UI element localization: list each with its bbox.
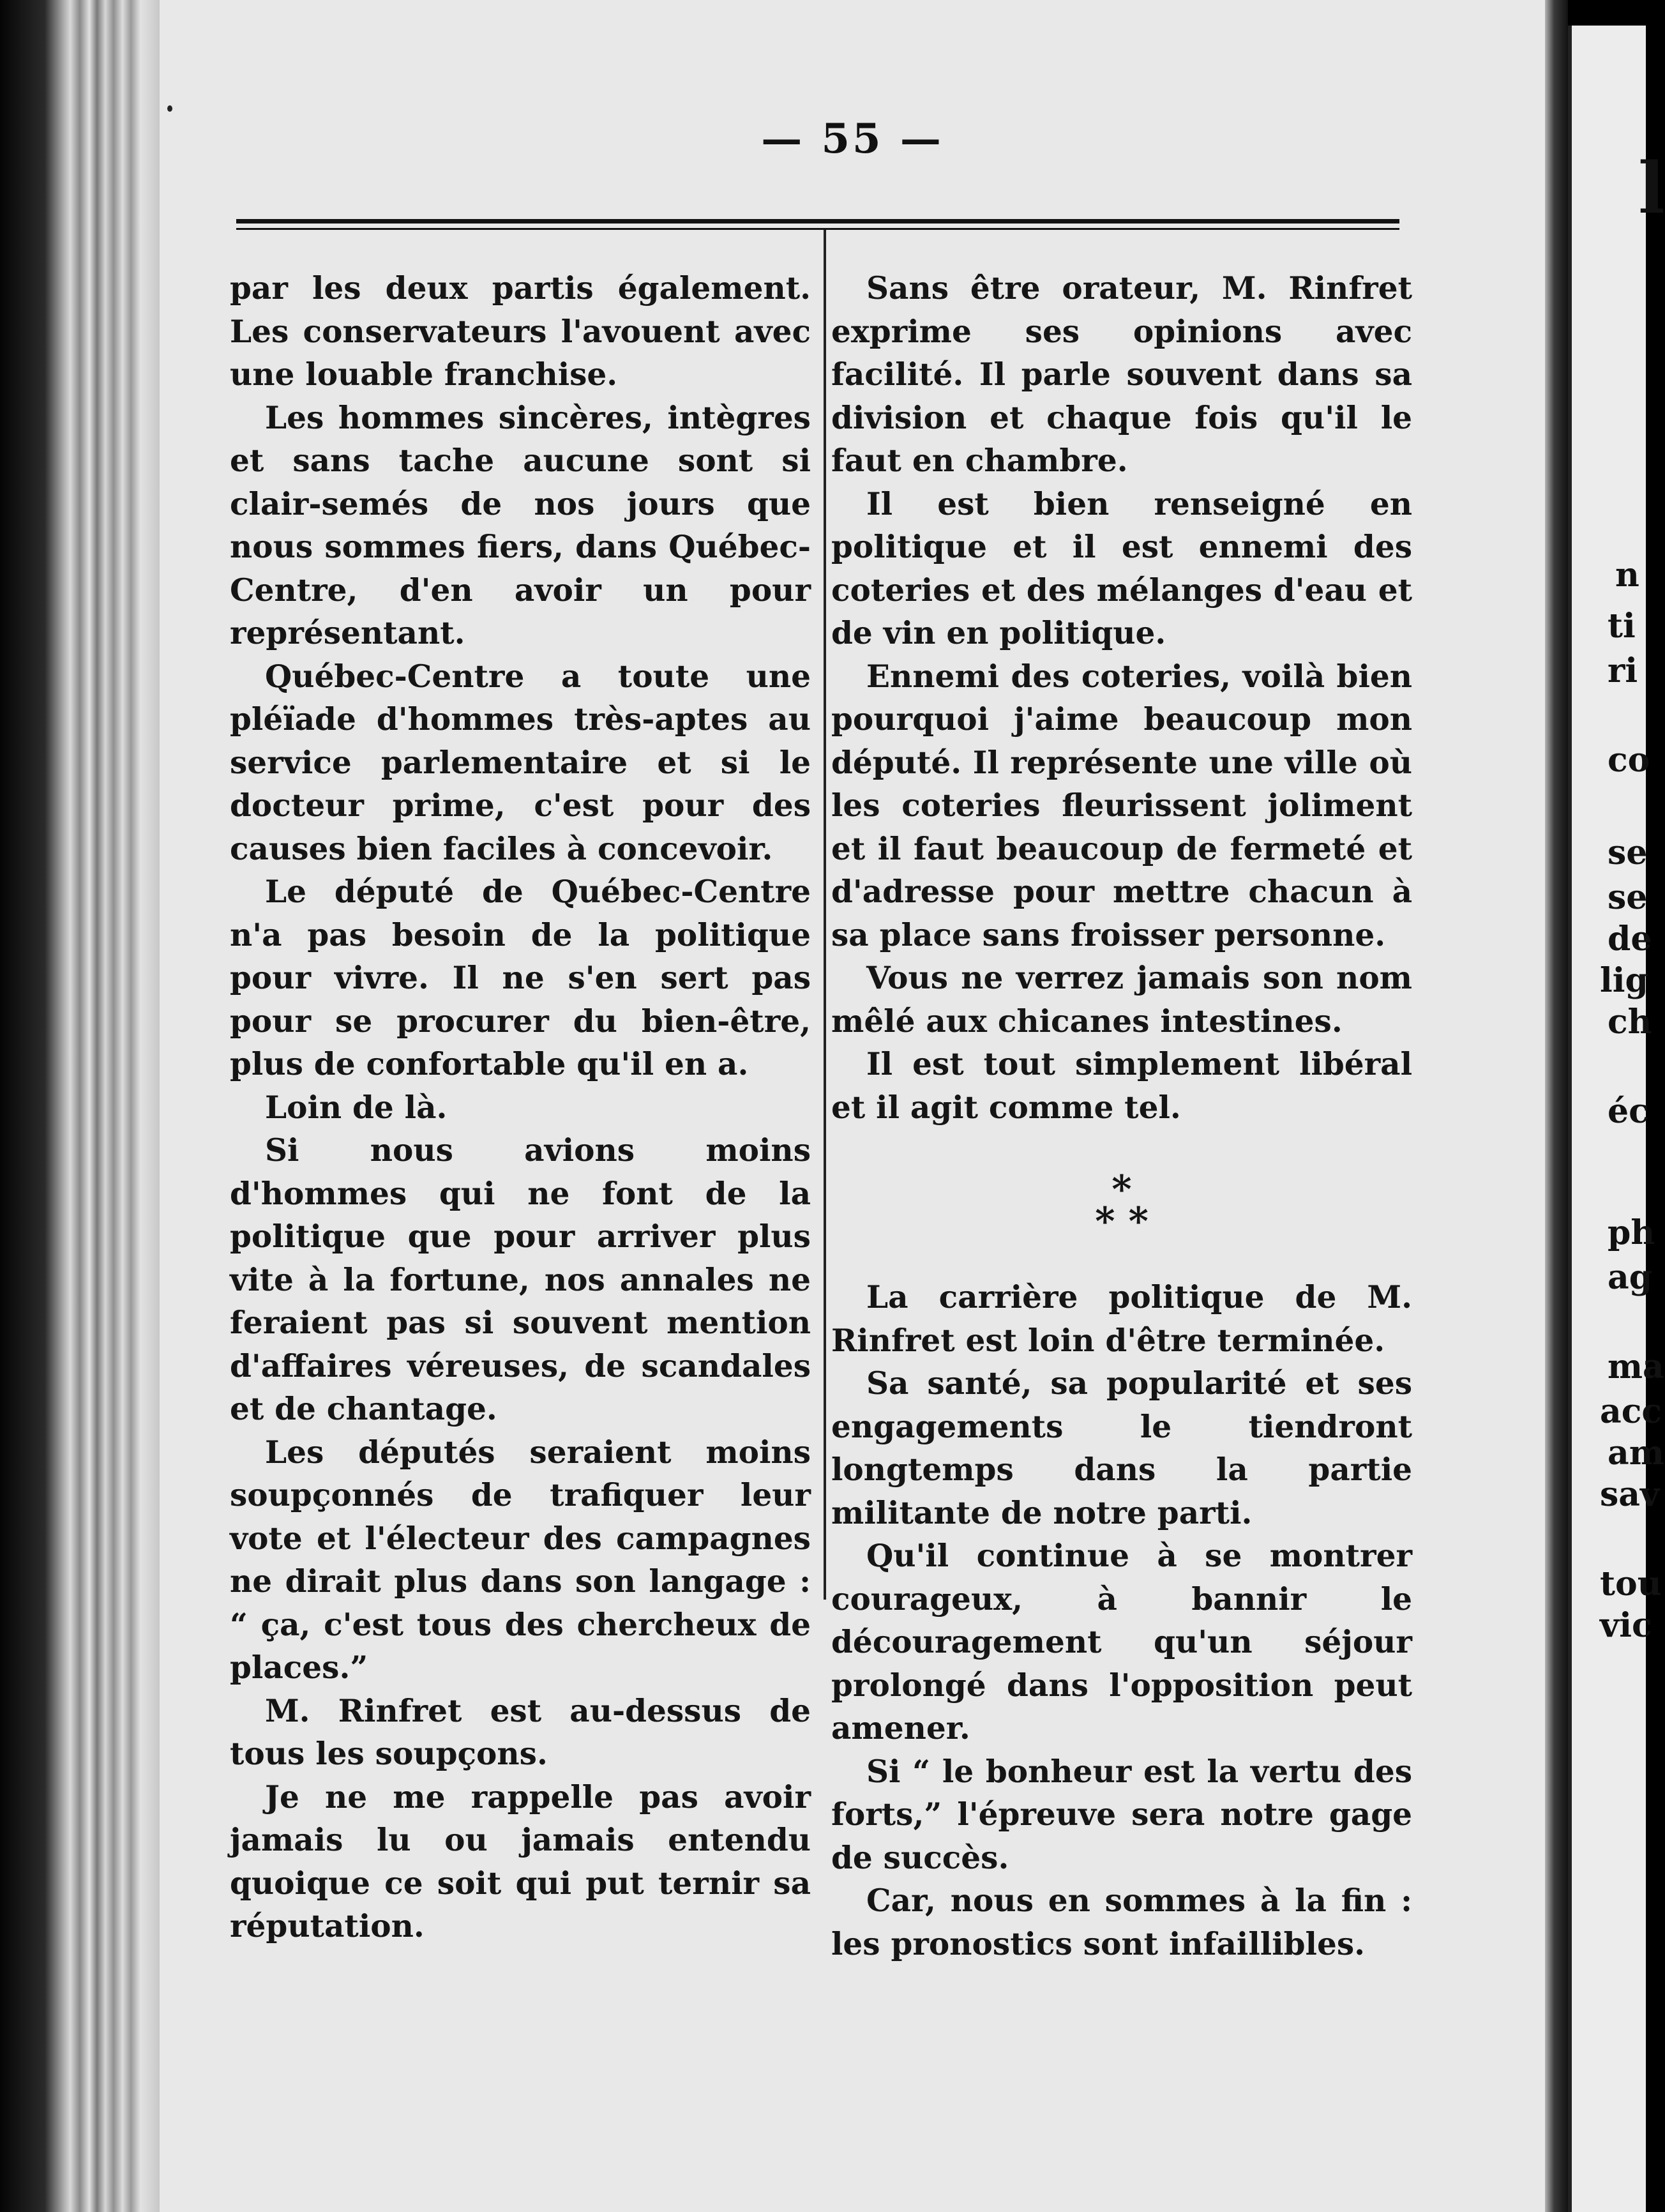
paragraph: Car, nous en sommes à la fin : les pronostics sont infaillibles.: [831, 1882, 1412, 1962]
right-column-top: [831, 267, 1412, 1129]
left-column: [230, 267, 811, 1948]
paragraph: Loin de là.: [265, 1089, 448, 1126]
asterism-bottom: * *: [1095, 1199, 1149, 1244]
facing-page-fragment: ch: [1608, 1003, 1652, 1042]
facing-page-fragment: acc: [1600, 1392, 1662, 1431]
facing-page-fragment: ag: [1608, 1258, 1653, 1297]
paragraph: Il est bien renseigné en politique et il est ennemi des coteries et des mélanges d'eau et de vin en politique.: [831, 485, 1412, 651]
paragraph: Qu'il continue à se montrer courageux, à bannir le découragement qu'un séjour prolongé dans l'opposition peut amener.: [831, 1538, 1412, 1746]
facing-page-fragment: éc: [1608, 1092, 1649, 1131]
facing-page-fragment: se: [1608, 833, 1648, 872]
header-rule-thick: [236, 219, 1399, 223]
book-gutter: [1545, 0, 1568, 2212]
facing-page-edge: [1568, 26, 1665, 2212]
paragraph: Les députés seraient moins soupçonnés de trafiquer leur vote et l'électeur des campagnes ne dirait plus dans son langage : “ ça, c'est tous des chercheux de places.”: [230, 1434, 811, 1686]
paragraph: par les deux partis également. Les conservateurs l'avouent avec une louable franchise.: [230, 270, 811, 393]
paragraph: Si nous avions moins d'hommes qui ne font de la politique que pour arriver plus vite à la fortune, nos annales ne feraient pas si souvent mention d'affaires véreuses, de scandales et de chantage.: [230, 1132, 811, 1427]
paragraph: Vous ne verrez jamais son nom mêlé aux chicanes intestines.: [831, 960, 1412, 1040]
facing-page-fragment: ri: [1608, 651, 1638, 690]
paragraph: La carrière politique de M. Rinfret est loin d'être terminée.: [831, 1279, 1412, 1359]
paragraph: M. Rinfret est au-dessus de tous les soupçons.: [230, 1692, 811, 1772]
facing-page-fragment: de: [1608, 920, 1652, 958]
paragraph: Sans être orateur, M. Rinfret exprime ses opinions avec facilité. Il parle souvent dans sa division et chaque fois qu'il le faut en chambre.: [831, 270, 1412, 479]
facing-page-fragment: vic: [1600, 1606, 1652, 1645]
paragraph: Ennemi des coteries, voilà bien pourquoi j'aime beaucoup mon député. Il représente une ville où les coteries fleurissent joliment et il faut beaucoup de fermeté et d'adresse pour mettre chacun à sa place sans froisser personne.: [831, 658, 1412, 953]
facing-page-fragment: ti: [1608, 607, 1636, 646]
paragraph: Québec-Centre a toute une pléïade d'hommes très-aptes au service parlementaire et si le docteur prime, c'est pour des causes bien faciles à concevoir.: [230, 658, 811, 867]
paragraph: Le député de Québec-Centre n'a pas besoin de la politique pour vivre. Il ne s'en sert pas pour se procurer du bien-être, plus de confortable qu'il en a.: [230, 874, 811, 1082]
paragraph: Si “ le bonheur est la vertu des forts,” l'épreuve sera notre gage de succès.: [831, 1753, 1412, 1876]
right-column: [831, 267, 1412, 1966]
ink-speck: [167, 105, 172, 112]
paragraph: Les hommes sincères, intègres et sans tache aucune sont si clair-semés de nos jours que nous sommes fiers, dans Québec-Centre, d'en avoir un pour représentant.: [230, 399, 811, 651]
facing-page-fragment: am: [1608, 1434, 1664, 1473]
right-column-bottom: [831, 1276, 1412, 1966]
book-page-edges: [0, 0, 160, 2212]
facing-page-fragment: tou: [1600, 1564, 1662, 1603]
paragraph: Je ne me rappelle pas avoir jamais lu ou jamais entendu quoique ce soit qui put ternir sa réputation.: [230, 1778, 811, 1944]
facing-page-fragment: ma: [1608, 1347, 1664, 1386]
header-rule-thin: [236, 228, 1399, 230]
facing-page-fragment: se: [1608, 878, 1648, 917]
facing-page-fragment: ph: [1608, 1213, 1655, 1252]
column-divider: [824, 230, 826, 1600]
facing-page-glyph: l: [1638, 147, 1665, 229]
asterism: [831, 1167, 1412, 1244]
facing-page-fragment: co: [1608, 741, 1650, 780]
facing-page-fragment: sav: [1600, 1475, 1660, 1514]
asterism-top: *: [1111, 1167, 1132, 1212]
page-number: — 55 —: [761, 115, 944, 163]
facing-page-fragment: lig: [1600, 961, 1648, 1000]
paragraph: Sa santé, sa popularité et ses engagements le tiendront longtemps dans la partie militante de notre parti.: [831, 1365, 1412, 1531]
facing-page-fragment: n: [1615, 556, 1639, 595]
paragraph: Il est tout simplement libéral et il agit comme tel.: [831, 1046, 1412, 1126]
